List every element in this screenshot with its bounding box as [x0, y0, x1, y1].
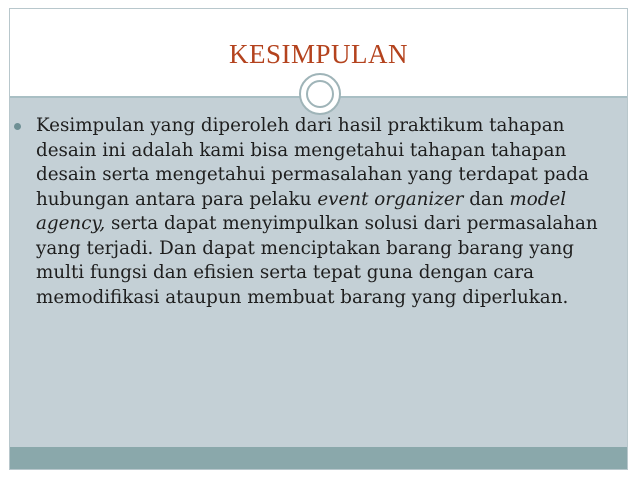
bullet-text-italic-model-agency: model agency, [36, 188, 567, 234]
bullet-text [36, 114, 599, 310]
bullet-text-italic-event-organizer: event organizer [317, 188, 464, 210]
slide-title: KESIMPULAN [228, 39, 408, 69]
bullet-marker-icon [14, 123, 21, 130]
bottom-bar [10, 447, 627, 469]
bullet-text-part1: Kesimpulan yang diperoleh dari hasil praktikum tahapan desain ini adalah kami bisa mengetahui tahapan tahapan desain serta mengetahui permasalahan yang terdapat pada hubungan antara para pelaku [36, 115, 589, 210]
bullet-text-part2: dan [463, 188, 510, 210]
circle-ornament-icon [299, 73, 341, 115]
bullet-text-part3: serta dapat menyimpulkan solusi dari permasalahan yang terjadi. Dan dapat menciptakan barang barang yang multi fungsi dan efisien serta tepat guna dengan cara memodifikasi ataupun membuat barang yang diperlukan. [36, 213, 598, 308]
bullet-item [14, 114, 599, 310]
